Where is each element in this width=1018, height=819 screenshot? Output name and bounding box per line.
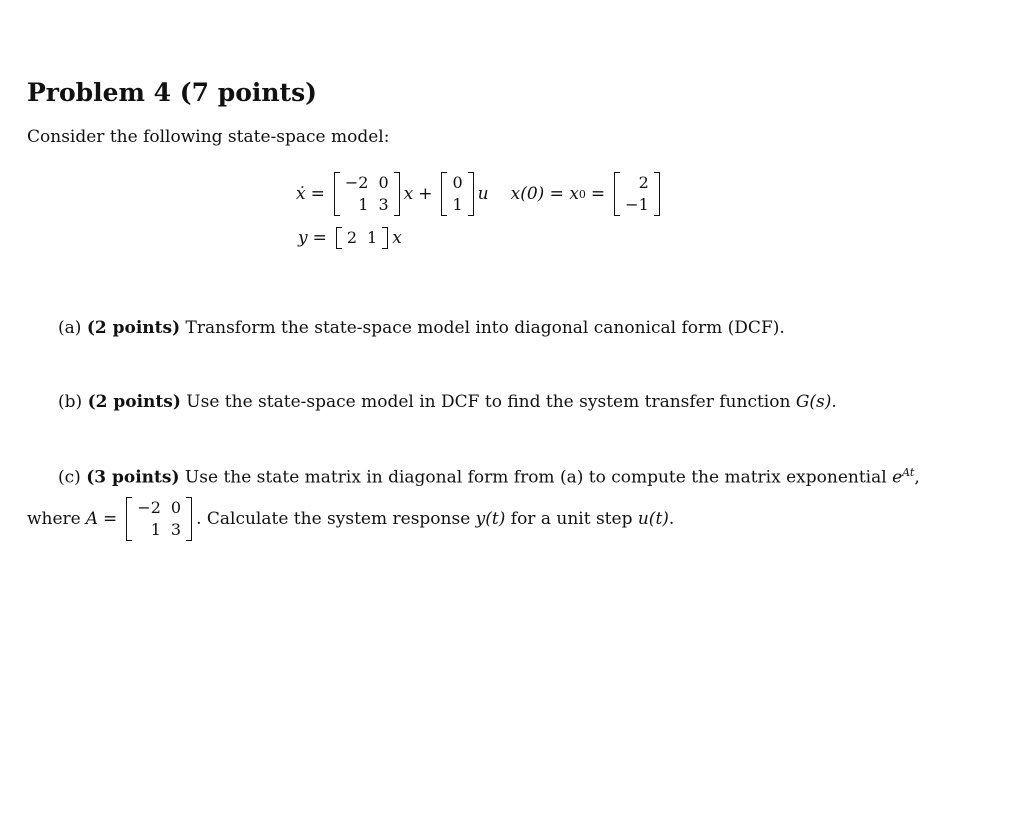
- output-y: y: [298, 228, 308, 248]
- matrix-entry: 3: [378, 195, 389, 214]
- part-b-end: .: [831, 392, 837, 412]
- equals-sign: =: [310, 184, 325, 204]
- matrix-entry: 2: [638, 173, 649, 192]
- xdot-symbol: ẋ: [296, 184, 306, 204]
- part-c-text2b: for a unit step: [510, 509, 633, 529]
- matrix-C: [336, 227, 388, 249]
- matrix-B: [441, 172, 473, 216]
- matrix-entry: 0: [170, 498, 182, 517]
- exp-superscript: At: [902, 466, 915, 479]
- equals-sign: =: [103, 509, 118, 529]
- part-a-points: (2 points): [86, 318, 181, 338]
- problem-title: Problem 4 (7 points): [27, 78, 317, 107]
- part-c-points: (3 points): [86, 467, 180, 488]
- matrix-A-inline: [126, 497, 192, 541]
- matrix-entry: 1: [150, 520, 161, 539]
- matrix-entry: 1: [367, 228, 378, 247]
- part-c: [58, 466, 920, 488]
- part-c-text2a: . Calculate the system response: [196, 509, 471, 529]
- intro-text: Consider the following state-space model:: [27, 127, 390, 147]
- initial-condition-subscript: 0: [578, 187, 586, 201]
- part-b-text: Use the state-space model in DCF to find the system transfer function: [186, 392, 796, 412]
- response-y: y(t): [475, 509, 506, 529]
- equals-sign: =: [312, 228, 327, 248]
- state-x: x: [392, 228, 402, 248]
- matrix-entry: −2: [137, 498, 161, 517]
- part-a-text: Transform the state-space model into diagonal canonical form (DCF).: [185, 318, 785, 338]
- matrix-entry: −2: [344, 173, 369, 192]
- matrix-entry: 0: [378, 173, 389, 192]
- part-c-line2: [27, 497, 674, 541]
- part-c-text: Use the state matrix in diagonal form from (a) to compute the matrix exponential: [184, 467, 893, 488]
- initial-condition-lhs: x(0) = x: [510, 184, 579, 204]
- where-text: where: [27, 509, 81, 529]
- input-u: u: [477, 184, 489, 204]
- part-c-comma: ,: [914, 467, 920, 488]
- matrix-A: [334, 172, 400, 216]
- matrix-entry: 1: [358, 195, 369, 214]
- exp-base: e: [892, 467, 903, 488]
- part-a-label: (a): [58, 318, 82, 338]
- output-equation: [298, 224, 402, 252]
- equals-sign: =: [590, 184, 606, 204]
- matrix-entry: 3: [170, 520, 182, 539]
- part-a: [58, 318, 785, 338]
- matrix-entry: 1: [452, 195, 463, 214]
- state-equation: [296, 166, 664, 222]
- part-b: [58, 392, 837, 412]
- matrix-entry: 0: [452, 173, 463, 192]
- part-b-label: (b): [58, 392, 83, 412]
- input-ut: u(t): [637, 509, 669, 529]
- matrix-entry: 2: [346, 228, 358, 247]
- transfer-function: G(s): [795, 392, 832, 412]
- part-b-points: (2 points): [87, 392, 181, 412]
- matrix-A-label: A: [85, 509, 99, 529]
- part-c-label: (c): [58, 467, 81, 488]
- plus-sign: +: [418, 184, 433, 204]
- vector-x0: [614, 172, 660, 216]
- part-c-text2c: .: [668, 509, 675, 529]
- state-x: x: [403, 184, 414, 204]
- matrix-entry: −1: [625, 195, 649, 214]
